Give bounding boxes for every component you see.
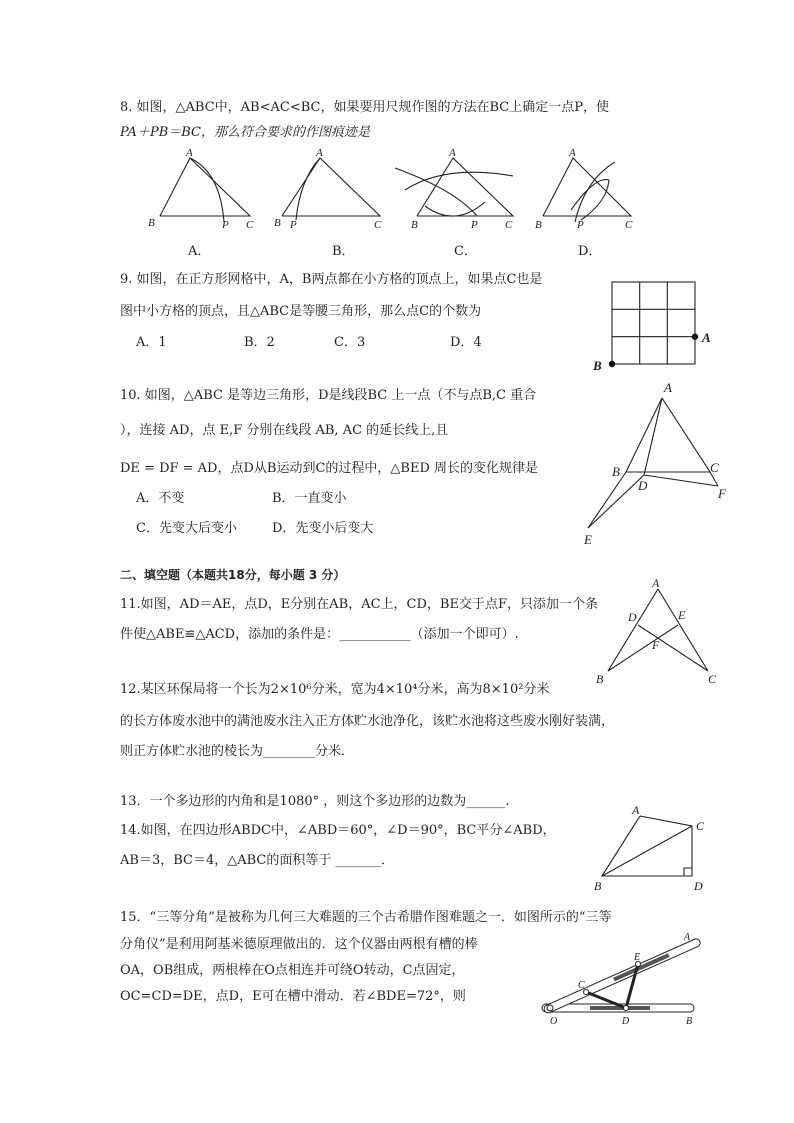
label-b: B	[148, 217, 155, 229]
q10-option-a: A．不变	[136, 491, 185, 506]
label-c: C	[374, 219, 382, 231]
q14-line2: AB＝3，BC＝4，△ABC的面积等于 _______．	[120, 853, 394, 868]
label-b: B	[535, 219, 542, 231]
label-d: D	[622, 1016, 630, 1027]
label-a: A	[684, 932, 691, 943]
label-e: E	[678, 608, 686, 622]
label-a: A	[186, 147, 193, 159]
q10-option-d: D．先变小后变大	[272, 521, 374, 536]
label-a: A	[702, 330, 711, 345]
label-b: B	[596, 672, 604, 686]
label-b: B	[612, 464, 620, 479]
q10-option-b: B．一直变小	[272, 491, 347, 506]
label-c: C	[625, 219, 633, 231]
q15-line1: 15．“三等分角”是被称为几何三大难题的三个古希腊作图难题之一．如图所示的“三等	[120, 910, 612, 925]
label-c: C	[708, 672, 717, 686]
label-e: E	[634, 952, 641, 963]
label-p: P	[471, 219, 478, 231]
q9-option-c: C．3	[334, 335, 366, 350]
q9-option-d: D．4	[450, 335, 482, 350]
label-a: A	[449, 147, 456, 159]
q12-line3: 则正方体贮水池的棱长为________分米．	[120, 744, 355, 759]
q11-figure	[590, 575, 725, 690]
q13-line1: 13．一个多边形的内角和是1080° ，则这个多边形的边数为______.	[120, 794, 510, 809]
label-d: D	[694, 879, 703, 893]
q9-grid-figure	[590, 282, 720, 377]
q15-line3: OA，OB组成，两根棒在O点相连并可绕O转动，C点固定，	[120, 963, 465, 978]
q8-line2: PA＋PB＝BC，那么符合要求的作图痕迹是	[120, 125, 370, 140]
q10-triangle-figure	[580, 380, 740, 550]
q8-option-c: C．	[454, 244, 477, 259]
label-b: B	[594, 879, 602, 893]
q10-line3: DE = DF = AD，点D从B运动到C的过程中，△BED 周长的变化规律是	[120, 461, 538, 476]
label-a: A	[632, 803, 640, 817]
q8-option-d: D．	[578, 244, 602, 259]
label-d: D	[638, 478, 648, 493]
label-c: C	[505, 219, 513, 231]
q14-figure	[590, 800, 720, 900]
q12-line2: 的长方体废水池中的满池废水注入正方体贮水池净化，该贮水池将这些废水刚好装满，	[120, 714, 615, 729]
section-title: 二、填空题（本题共18分，每小题 3 分）	[120, 568, 346, 582]
q8-figure-a	[140, 147, 265, 235]
label-o: O	[550, 1016, 558, 1027]
label-a: A	[664, 380, 672, 395]
q8-option-b: B．	[332, 244, 355, 259]
q14-line1: 14.如图，在四边形ABDC中，∠ABD＝60°，∠D＝90°，BC平分∠ABD，	[120, 823, 556, 838]
label-a: A	[316, 147, 323, 159]
label-p: P	[577, 219, 584, 231]
q8-figure-c	[395, 147, 525, 235]
q11-line2: 件使△ABE≌△ACD，添加的条件是：___________（添加一个即可）.	[120, 627, 519, 642]
q10-line2: ），连接 AD，点 E,F 分别在线段 AB, AC 的延长线上,且	[120, 423, 449, 438]
q11-line1: 11.如图，AD＝AE，点D，E分别在AB，AC上，CD，BE交于点F，只添加一个条	[120, 597, 598, 612]
label-a: A	[569, 147, 576, 159]
q10-line1: 10. 如图，△ABC 是等边三角形，D是线段BC 上一点（不与点B,C 重合	[120, 388, 537, 403]
q9-line1: 9. 如图，在正方形网格中，A，B两点都在小方格的顶点上，如果点C也是	[120, 272, 543, 287]
q12-line1: 12.某区环保局将一个长为2×10⁶分米，宽为4×10⁴分米，高为8×10²分米	[120, 682, 550, 697]
q9-option-a: A．1	[136, 335, 167, 350]
label-c: C	[246, 219, 254, 231]
label-b: B	[411, 219, 418, 231]
q15-line4: OC=CD=DE，点D，E可在槽中滑动．若∠BDE=72°，则	[120, 989, 466, 1004]
label-c: C	[710, 460, 719, 475]
q15-line2: 分角仪”是利用阿基米德原理做出的．这个仪器由两根有槽的棒	[120, 937, 478, 952]
q8-line1: 8. 如图，△ABC中，AB<AC<BC，如果要用尺规作图的方法在BC上确定一点P，使	[120, 100, 609, 115]
label-d: D	[628, 610, 637, 624]
q8-figure-b	[270, 147, 395, 235]
q8-figure-d	[525, 147, 645, 235]
label-e: E	[584, 532, 592, 547]
label-p: P	[290, 219, 297, 231]
q9-line2: 图中小方格的顶点，且△ABC是等腰三角形，那么点C的个数为	[120, 304, 482, 319]
label-f: F	[718, 486, 726, 501]
label-c: C	[696, 819, 705, 833]
q15-trisector-figure	[530, 928, 710, 1028]
q10-option-c: C．先变大后变小	[136, 521, 237, 536]
label-b: B	[686, 1016, 693, 1027]
label-a: A	[652, 576, 660, 590]
label-b: B	[593, 358, 602, 373]
q8-option-a: A．	[188, 244, 211, 259]
label-p: P	[222, 219, 229, 231]
label-f: F	[652, 638, 660, 652]
label-c: C	[578, 980, 585, 991]
label-b: B	[274, 217, 281, 229]
q9-option-b: B．2	[244, 335, 275, 350]
